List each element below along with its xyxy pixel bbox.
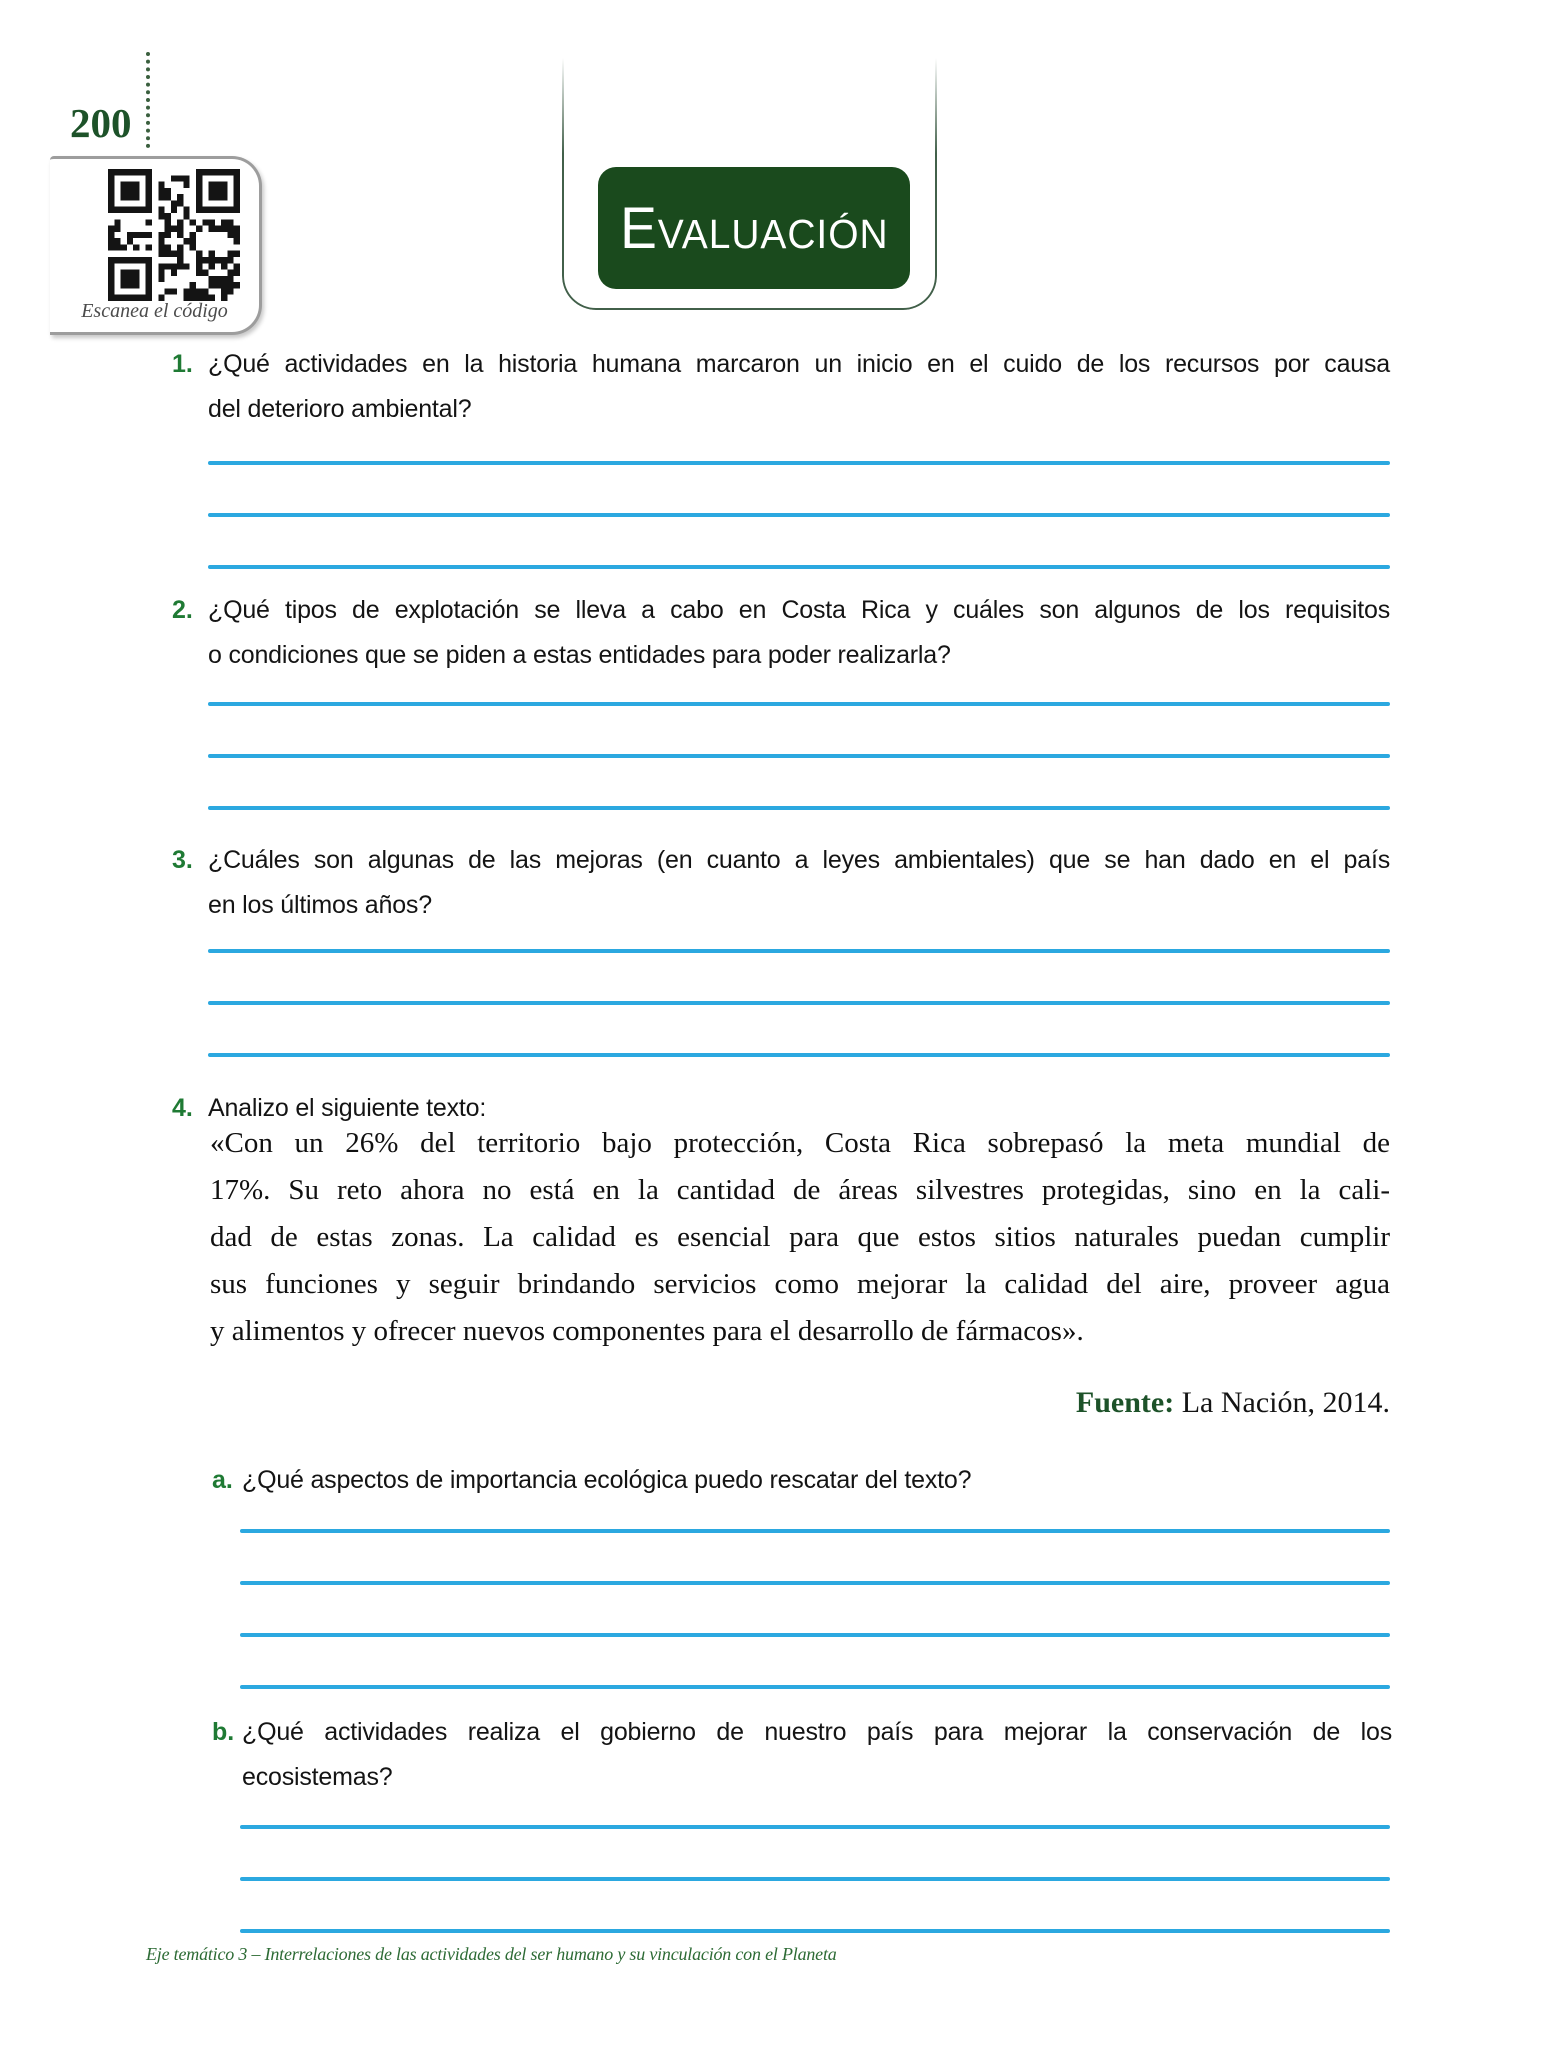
- question-number: a.: [212, 1466, 233, 1494]
- question-text: ¿Qué aspectos de importancia ecológica puedo rescatar del texto?: [242, 1466, 972, 1494]
- subquestion-a: [212, 1458, 1442, 1503]
- answer-line: [208, 1001, 1390, 1005]
- question-text: ecosistemas?: [242, 1763, 393, 1791]
- question-number: 4.: [172, 1094, 193, 1122]
- quote-line: 17%. Su reto ahora no está en la cantidad de áreas silvestres protegidas, sino en la cali-: [210, 1174, 1390, 1206]
- answer-line: [240, 1877, 1390, 1881]
- qr-panel: [50, 156, 262, 335]
- answer-line: [240, 1685, 1390, 1689]
- question-2: [172, 588, 1402, 678]
- answer-line: [208, 806, 1390, 810]
- answer-line: [240, 1825, 1390, 1829]
- answer-lines-q2: [208, 702, 1390, 858]
- answer-line: [208, 754, 1390, 758]
- source-citation: [210, 1386, 1390, 1420]
- footer-theme-label: Eje temático 3 – Interrelaciones de las actividades del ser humano y su vinculación con el Planeta: [146, 1944, 837, 1964]
- source-text: La Nación, 2014.: [1174, 1386, 1390, 1419]
- dotted-divider: [146, 52, 150, 148]
- qr-code-icon: [108, 169, 240, 301]
- answer-line: [208, 513, 1390, 517]
- quote-line: sus funciones y seguir brindando servicios como mejorar la calidad del aire, proveer agua: [210, 1268, 1390, 1300]
- quoted-text: [210, 1120, 1390, 1355]
- question-text: Analizo el siguiente texto:: [208, 1094, 487, 1122]
- answer-line: [208, 702, 1390, 706]
- question-text: ¿Qué actividades en la historia humana marcaron un inicio en el cuido de los recursos por causa: [208, 350, 1390, 378]
- source-label: Fuente:: [1075, 1386, 1175, 1419]
- answer-line: [240, 1633, 1390, 1637]
- quote-line: «Con un 26% del territorio bajo protección, Costa Rica sobrepasó la meta mundial de: [210, 1127, 1390, 1159]
- question-number: 2.: [172, 596, 193, 624]
- question-number: 1.: [172, 350, 193, 378]
- question-1: [172, 342, 1402, 432]
- answer-line: [208, 949, 1390, 953]
- answer-line: [240, 1581, 1390, 1585]
- answer-lines-q3: [208, 949, 1390, 1105]
- question-text: ¿Qué actividades realiza el gobierno de nuestro país para mejorar la conservación de los: [242, 1718, 1392, 1746]
- answer-line: [240, 1529, 1390, 1533]
- subquestion-b: [212, 1710, 1442, 1800]
- page-number: 200: [70, 100, 132, 146]
- question-number: 3.: [172, 846, 193, 874]
- answer-lines-a: [240, 1529, 1390, 1737]
- quote-line: dad de estas zonas. La calidad es esencial para que estos sitios naturales puedan cumplir: [210, 1221, 1390, 1253]
- question-text: o condiciones que se piden a estas entidades para poder realizarla?: [208, 641, 951, 669]
- question-text: ¿Qué tipos de explotación se lleva a cabo en Costa Rica y cuáles son algunos de los requisitos: [208, 596, 1390, 624]
- page-title: EVALUACIÓN: [619, 195, 889, 261]
- question-number: b.: [212, 1718, 235, 1746]
- question-text: en los últimos años?: [208, 891, 432, 919]
- answer-line: [208, 565, 1390, 569]
- answer-line: [208, 1053, 1390, 1057]
- answer-line: [240, 1929, 1390, 1933]
- question-text: ¿Cuáles son algunas de las mejoras (en cuanto a leyes ambientales) que se han dado en el país: [208, 846, 1390, 874]
- quote-line: y alimentos y ofrecer nuevos componentes para el desarrollo de fármacos».: [210, 1315, 1084, 1347]
- question-text: del deterioro ambiental?: [208, 395, 472, 423]
- qr-caption: Escanea el código: [81, 300, 228, 322]
- evaluation-badge: [598, 167, 910, 289]
- question-3: [172, 838, 1402, 928]
- answer-line: [208, 461, 1390, 465]
